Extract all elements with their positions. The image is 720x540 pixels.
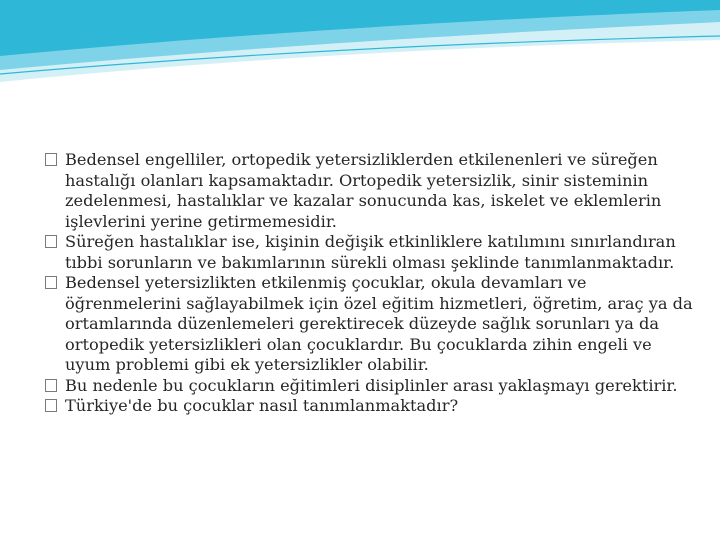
bullet-item-3 xyxy=(45,273,695,376)
bullet-text-2: Süreğen hastalıklar ise, kişinin değişik etkinliklere katılımını sınırlandıran tıbbi sorunların ve bakımlarının sürekli olması şeklinde tanımlanmaktadır. xyxy=(65,232,676,272)
bullet-text-3: Bedensel yetersizlikten etkilenmiş çocuklar, okula devamları ve öğrenmelerini sağlayabilmek için özel eğitim hizmetleri, öğretim, araç ya da ortamlarında düzenlemeleri gerektirecek düzeyde sağlık sorunları ya da ortopedik yetersizlikleri olan çocuklardır. Bu çocuklarda zihin engeli ve uyum problemi gibi ek yetersizlikler olabilir. xyxy=(65,273,693,374)
bullet-text-4: Bu nedenle bu çocukların eğitimleri disiplinler arası yaklaşmayı gerektirir. xyxy=(65,375,678,395)
bullet-item-4 xyxy=(45,376,695,397)
square-bullet-icon xyxy=(45,379,57,392)
bullet-text-5: Türkiye'de bu çocuklar nasıl tanımlanmaktadır? xyxy=(65,396,459,415)
square-bullet-icon xyxy=(45,276,57,289)
square-bullet-icon xyxy=(45,235,57,248)
square-bullet-icon xyxy=(45,153,57,166)
square-bullet-icon xyxy=(45,399,57,412)
bullet-item-2 xyxy=(45,232,695,273)
bullet-item-1 xyxy=(45,150,695,232)
bullet-text-1: Bedensel engelliler, ortopedik yetersizliklerden etkilenenleri ve süreğen hastalığı olanları kapsamaktadır. Ortopedik yetersizlik, sinir sisteminin zedelenmesi, hastalıklar ve kazalar sonucunda kas, iskelet ve eklemlerin işlevlerini yerine getirmemesidir. xyxy=(65,150,662,231)
header-wave-decoration xyxy=(0,0,720,100)
slide-content xyxy=(45,150,695,417)
bullet-item-5 xyxy=(45,396,695,417)
